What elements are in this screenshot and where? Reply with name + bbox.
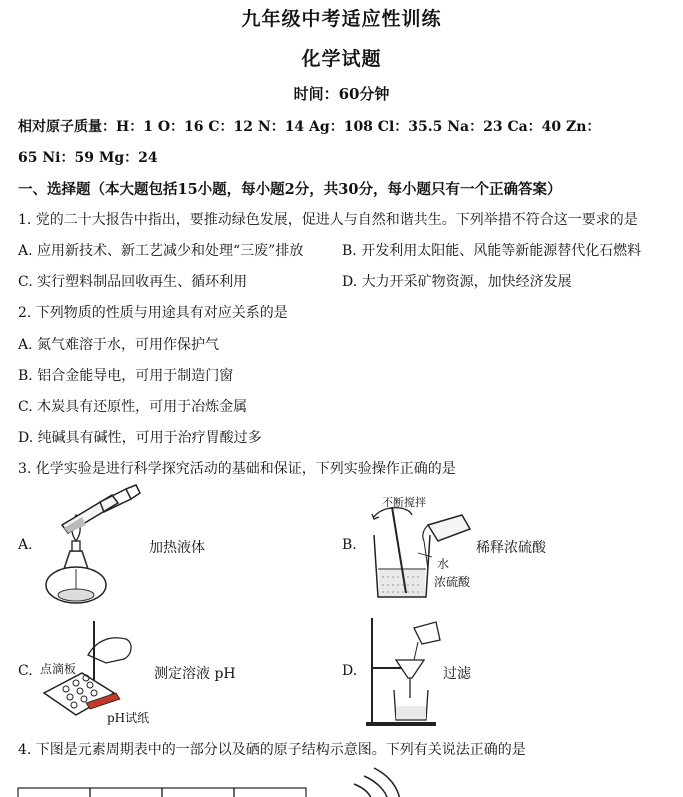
q4-stem: 4. 下图是元素周期表中的一部分以及硒的原子结构示意图。下列有关说法正确的是 — [18, 742, 526, 758]
periodic-table-fragment — [18, 766, 438, 797]
q1-option-d: D. 大力开采矿物资源，加快经济发展 — [342, 274, 572, 290]
q3-option-b-caption: 稀释浓硫酸 — [476, 540, 546, 556]
q3-option-b-stir-label: 不断搅拌 — [382, 496, 426, 509]
exam-title: 九年级中考适应性训练 — [241, 8, 442, 30]
q3-option-c-caption: 测定溶液 pH — [154, 666, 236, 682]
q3-option-b-letter: B. — [342, 537, 357, 553]
q3-option-d-caption: 过滤 — [443, 666, 471, 682]
q1-option-b: B. 开发利用太阳能、风能等新能源替代化石燃料 — [342, 243, 642, 259]
q2-option-d: D. 纯碱具有碱性，可用于治疗胃酸过多 — [18, 430, 262, 446]
dilute-acid-figure — [362, 497, 482, 609]
q2-stem: 2. 下列物质的性质与用途具有对应关系的是 — [18, 305, 288, 321]
q1-stem: 1. 党的二十大报告中指出，要推动绿色发展，促进人与自然和谐共生。下列举措不符合这一要求的是 — [18, 212, 638, 228]
q3-stem: 3. 化学实验是进行科学探究活动的基础和保证，下列实验操作正确的是 — [18, 461, 456, 477]
q3-option-c-paper-label: pH试纸 — [107, 711, 150, 725]
q3-option-c-letter: C. — [18, 663, 33, 679]
exam-time: 时间：60分钟 — [293, 85, 390, 103]
q3-option-d-letter: D. — [342, 663, 358, 679]
filtration-figure — [362, 612, 452, 728]
q1-option-a: A. 应用新技术、新工艺减少和处理“三废”排放 — [18, 243, 304, 259]
q3-option-a-letter: A. — [18, 537, 33, 553]
q3-option-b-water-label: 水 — [437, 557, 450, 571]
atomic-mass-line-2: 65 Ni：59 Mg：24 — [18, 150, 158, 166]
q1-option-c: C. 实行塑料制品回收再生、循环利用 — [18, 274, 248, 290]
q3-option-b-acid-label: 浓硫酸 — [434, 575, 471, 589]
q3-option-a-caption: 加热液体 — [149, 540, 205, 556]
q3-option-c-plate-label: 点滴板 — [40, 662, 77, 676]
atomic-mass-line-1: 相对原子质量：H：1 O：16 C：12 N：14 Ag：108 Cl：35.5 Na：23 Ca：40 Zn： — [18, 119, 601, 135]
q2-option-a: A. 氮气难溶于水，可用作保护气 — [18, 337, 220, 353]
q2-option-c: C. 木炭具有还原性，可用于冶炼金属 — [18, 399, 248, 415]
heating-liquid-figure — [36, 485, 146, 607]
q2-option-b: B. 铝合金能导电，可用于制造门窗 — [18, 368, 234, 384]
exam-subject: 化学试题 — [301, 48, 382, 70]
section-heading: 一、选择题（本大题包括15小题，每小题2分，共30分，每小题只有一个正确答案） — [18, 181, 562, 198]
